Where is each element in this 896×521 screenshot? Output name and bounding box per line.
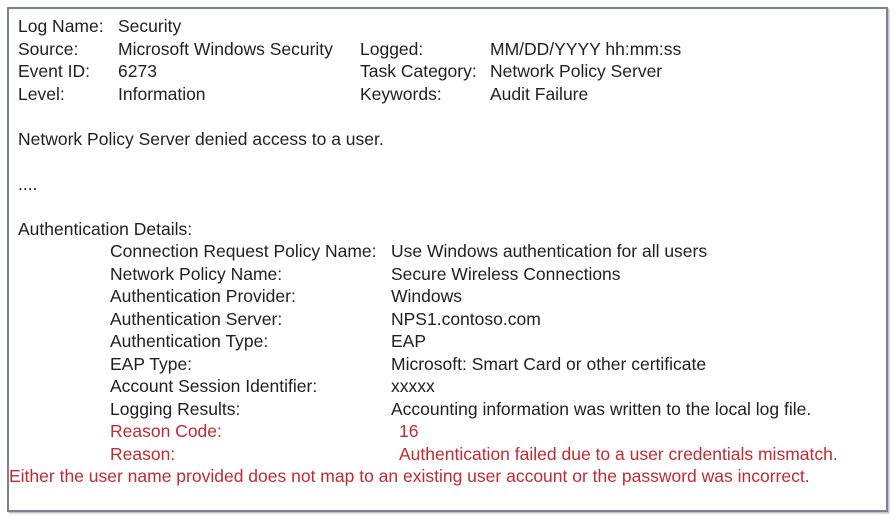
detail-label: Authentication Server: <box>110 308 283 329</box>
auth-details-heading: Authentication Details: <box>18 218 193 239</box>
detail-label: Reason Code: <box>110 421 222 441</box>
detail-label: EAP Type: <box>110 353 193 374</box>
detail-value: Microsoft: Smart Card or other certificate <box>391 353 707 374</box>
level-value: Information <box>118 83 206 104</box>
auth-details-list <box>18 240 880 465</box>
spacer <box>18 195 880 218</box>
detail-row-account-session-identifier <box>110 375 880 398</box>
spacer <box>18 150 880 173</box>
detail-row-reason-code <box>110 420 880 443</box>
detail-value: 16 <box>399 421 419 441</box>
detail-label: Account Session Identifier: <box>110 376 318 396</box>
detail-label: Reason: <box>110 443 176 464</box>
event-id-label: Event ID: <box>18 61 90 81</box>
detail-value: Windows <box>391 286 462 306</box>
event-log-panel <box>7 7 888 512</box>
detail-value: Secure Wireless Connections <box>391 263 621 284</box>
event-description: Network Policy Server denied access to a user. <box>18 128 384 149</box>
detail-value: Authentication failed due to a user credentials mismatch. <box>399 443 838 464</box>
header-row-log-name <box>18 15 880 38</box>
detail-row-authentication-provider <box>110 285 880 308</box>
ellipsis-line: .... <box>18 173 38 194</box>
spacer <box>18 105 880 128</box>
level-label: Level: <box>18 83 65 104</box>
header-row-source-logged <box>18 38 880 61</box>
detail-value: NPS1.contoso.com <box>391 308 541 329</box>
log-name-label: Log Name: <box>18 16 104 36</box>
detail-row-logging-results <box>110 398 880 421</box>
keywords-value: Audit Failure <box>490 83 589 104</box>
header-row-eventid-taskcategory <box>18 60 880 83</box>
detail-row-network-policy-name <box>110 263 880 286</box>
detail-row-authentication-server <box>110 308 880 331</box>
detail-label: Logging Results: <box>110 398 241 419</box>
keywords-label: Keywords: <box>360 83 442 104</box>
detail-row-reason <box>110 443 880 466</box>
detail-value: Use Windows authentication for all users <box>391 241 708 261</box>
detail-label: Connection Request Policy Name: <box>110 241 377 261</box>
detail-value: Accounting information was written to the local log file. <box>391 398 812 419</box>
detail-row-eap-type <box>110 353 880 376</box>
header-row-level-keywords <box>18 83 880 106</box>
event-header <box>18 15 880 105</box>
source-value: Microsoft Windows Security <box>118 38 333 59</box>
logged-value: MM/DD/YYYY hh:mm:ss <box>490 38 682 59</box>
log-name-value: Security <box>118 16 182 36</box>
detail-value: xxxxx <box>391 376 435 396</box>
reason-continuation-text: Either the user name provided does not map to an existing user account or the password was incorrect. <box>9 466 810 486</box>
detail-label: Authentication Type: <box>110 331 269 351</box>
detail-value: EAP <box>391 331 427 351</box>
detail-label: Authentication Provider: <box>110 286 296 306</box>
detail-row-authentication-type <box>110 330 880 353</box>
task-category-value: Network Policy Server <box>490 61 663 81</box>
logged-label: Logged: <box>360 38 424 59</box>
source-label: Source: <box>18 38 79 59</box>
event-id-value: 6273 <box>118 61 157 81</box>
task-category-label: Task Category: <box>360 61 477 81</box>
detail-row-connection-request-policy <box>110 240 880 263</box>
detail-label: Network Policy Name: <box>110 263 283 284</box>
